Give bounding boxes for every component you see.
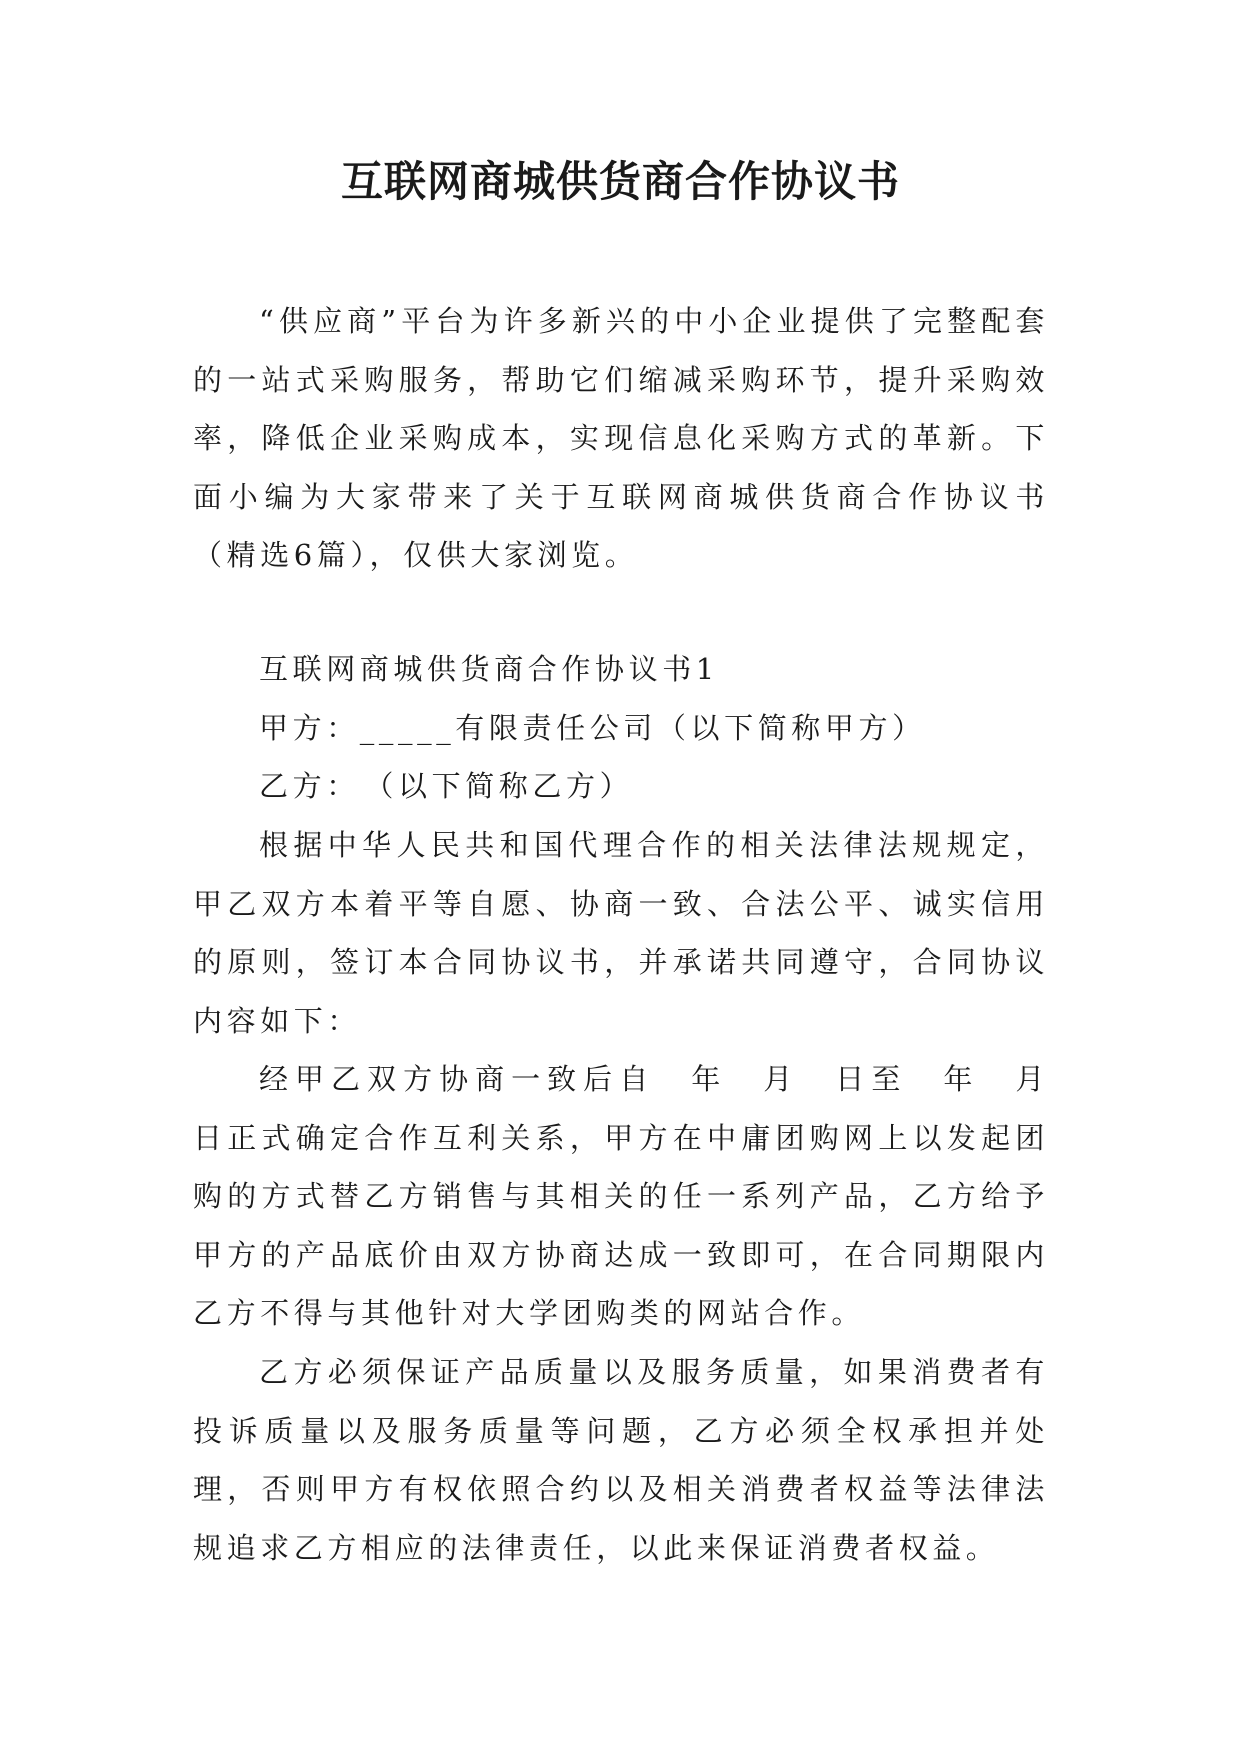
agreement-paragraph-term: 经甲乙双方协商一致后自 年 月 日至 年 月 日正式确定合作互利关系，甲方在中庸团购网上以发起团购的方式替乙方销售与其相关的任一系列产品，乙方给予甲方的产品底价由双方协商达成一致即可，在合同期限内乙方不得与其他针对大学团购类的网站合作。 — [193, 1062, 1083, 1330]
section-title: 互联网商城供货商合作协议书1 — [259, 652, 719, 686]
party-b-line: 乙方： （以下简称乙方） — [259, 769, 634, 803]
agreement-paragraph-quality: 乙方必须保证产品质量以及服务质量，如果消费者有投诉质量以及服务质量等问题，乙方必须全权承担并处理，否则甲方有权依照合约以及相关消费者权益等法律法规追求乙方相应的法律责任，以此来保证消费者权益。 — [193, 1355, 1049, 1565]
document-title: 互联网商城供货商合作协议书 — [340, 157, 900, 206]
agreement-paragraph-basis: 根据中华人民共和国代理合作的相关法律法规规定，甲乙双方本着平等自愿、协商一致、合法公平、诚实信用的原则，签订本合同协议书，并承诺共同遵守，合同协议内容如下： — [193, 828, 1049, 1038]
intro-paragraph: “供应商”平台为许多新兴的中小企业提供了完整配套的一站式采购服务，帮助它们缩减采购环节，提升采购效率，降低企业采购成本，实现信息化采购方式的革新。下面小编为大家带来了关于互联网商城供货商合作协议书（精选6篇），仅供大家浏览。 — [193, 304, 1049, 572]
party-a-line: 甲方：_____有限责任公司（以下简称甲方） — [259, 711, 926, 745]
